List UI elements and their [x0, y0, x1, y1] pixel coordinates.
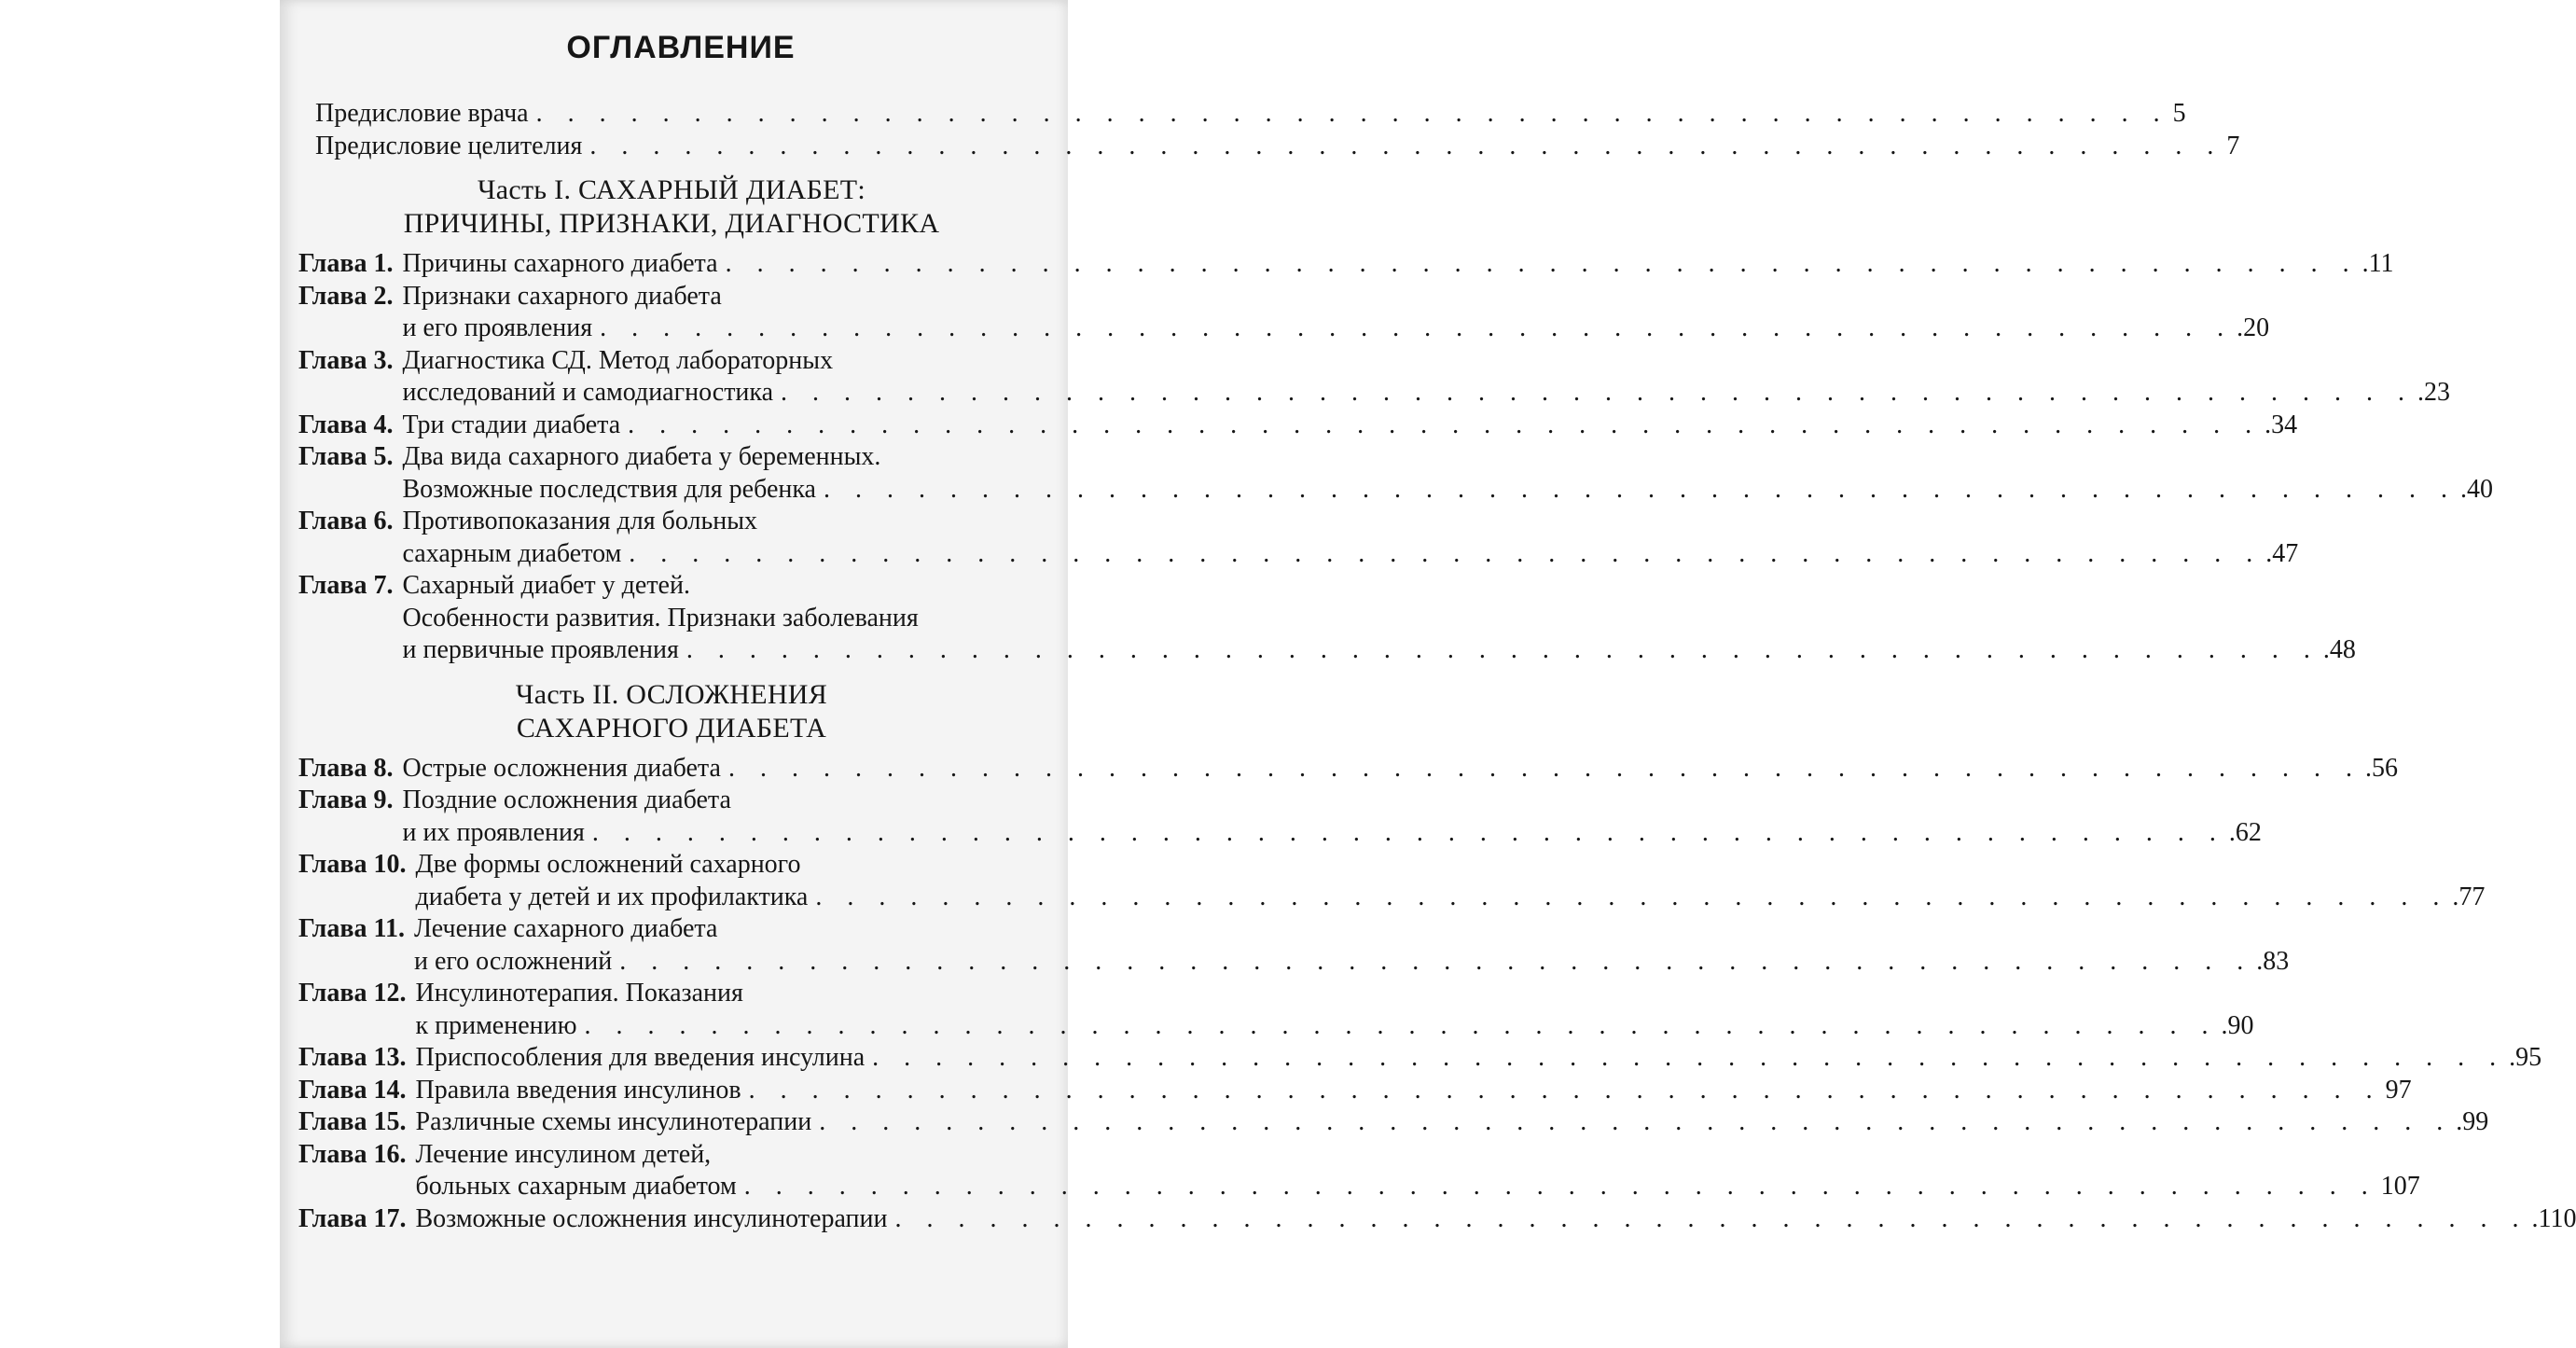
- page-number: 97: [2385, 1075, 2412, 1105]
- entry-line: [315, 98, 2186, 131]
- chapter-label: Глава 13.: [298, 1043, 407, 1072]
- dot-leader: . . . . . . . . . . . . . . . . . . . . . . . . . . . . . . . . . . . . . . . . . . . . . . . . . . . .: [748, 1075, 2382, 1105]
- entry-body: [414, 913, 2289, 978]
- dot-leader: . . . . . . . . . . . . . . . . . . . . . . . . . . . . . . . . . . . . . . . . . . . . . . . . . . . .: [629, 538, 2263, 568]
- entry-title: Приспособления для введения инсулина: [415, 1043, 866, 1072]
- entry-title: и его осложнений: [413, 946, 613, 976]
- entry-line: [414, 946, 2289, 979]
- entry-line: [403, 785, 2262, 817]
- chapter-label: Глава 9.: [298, 785, 394, 814]
- entry-title: Возможные осложнения инсулинотерапии: [415, 1203, 888, 1233]
- entry-line: [403, 313, 2270, 345]
- dot-leader: . . . . . . . . . . . . . . . . . . . . . . . . . . . . . . . . . . . . . . . . . . . . . . . . . . . .: [686, 635, 2320, 664]
- entry-body: [298, 98, 2186, 131]
- page-number: .40: [2460, 474, 2493, 504]
- toc-entry: [298, 913, 2290, 978]
- page-number: .90: [2221, 1010, 2254, 1040]
- toc-entry: [298, 1106, 2489, 1139]
- chapter-label: Глава 4.: [298, 410, 394, 439]
- dot-leader: . . . . . . . . . . . . . . . . . . . . . . . . . . . . . . . . . . . . . . . . . . . . . . . . . . . .: [584, 1010, 2218, 1040]
- entry-line: [403, 441, 2494, 474]
- toc-entry: [298, 1042, 2542, 1075]
- entry-line: [416, 1171, 2420, 1203]
- entry-title: Предисловие врача: [315, 99, 529, 128]
- toc-entry: [298, 753, 2398, 785]
- entry-line: [403, 603, 2356, 635]
- entry-body: [403, 441, 2494, 506]
- chapter-label: Глава 8.: [298, 753, 394, 783]
- entry-line: [403, 248, 2394, 281]
- dot-leader: . . . . . . . . . . . . . . . . . . . . . . . . . . . . . . . . . . . . . . . . . . . . . . . . . . . .: [743, 1172, 2377, 1201]
- entry-body: [403, 410, 2298, 442]
- toc-entry: [298, 98, 2186, 131]
- entry-body: [298, 131, 2239, 163]
- entry-line: [403, 506, 2299, 538]
- chapter-label: Глава 6.: [298, 507, 394, 535]
- entry-title: к применению: [415, 1010, 577, 1040]
- dot-leader: . . . . . . . . . . . . . . . . . . . . . . . . . . . . . . . . . . . . . . . . . . . . . . . . . . . .: [815, 882, 2449, 911]
- entry-title: Лечение инсулином детей,: [415, 1139, 712, 1169]
- entry-title: сахарным диабетом: [402, 538, 622, 568]
- entry-title: Инсулинотерапия. Показания: [415, 979, 743, 1008]
- entry-body: [403, 570, 2356, 667]
- entry-body: [416, 1042, 2542, 1075]
- entry-title: Предисловие целителия: [315, 131, 583, 160]
- entry-line: [416, 882, 2486, 914]
- entry-line: [414, 913, 2289, 946]
- toc-entry: [298, 785, 2262, 849]
- table-of-contents: [298, 21, 2576, 1235]
- entry-line: [403, 817, 2262, 850]
- dot-leader: . . . . . . . . . . . . . . . . . . . . . . . . . . . . . . . . . . . . . . . . . . . . . . . . . . . .: [600, 313, 2234, 342]
- entry-title: Три стадии диабета: [402, 410, 621, 439]
- entry-body: [403, 506, 2299, 570]
- dot-leader: . . . . . . . . . . . . . . . . . . . . . . . . . . . . . . . . . . . . . . . . . . . . . . . . . . . .: [727, 753, 2361, 783]
- entry-line: [416, 978, 2254, 1010]
- dot-leader: . . . . . . . . . . . . . . . . . . . . . . . . . . . . . . . . . . . . . . . . . . . . . . . . . . . .: [535, 99, 2169, 128]
- chapter-label: Глава 14.: [298, 1075, 407, 1105]
- entry-title: Диагностика СД. Метод лабораторных: [402, 345, 834, 375]
- toc-entry: [298, 506, 2299, 570]
- page-number: .77: [2452, 882, 2486, 911]
- dot-leader: . . . . . . . . . . . . . . . . . . . . . . . . . . . . . . . . . . . . . . . . . . . . . . . . . . . .: [781, 378, 2415, 407]
- toc-entry: [298, 131, 2240, 163]
- toc-entry: [298, 570, 2356, 667]
- entry-title: Причины сахарного диабета: [402, 249, 718, 278]
- toc-entry: [298, 345, 2451, 410]
- page-title: ОГЛАВЛЕНИЕ: [566, 30, 796, 65]
- entry-body: [403, 281, 2270, 345]
- toc-entry: [298, 1139, 2420, 1203]
- chapter-label: Глава 17.: [298, 1203, 407, 1233]
- entry-body: [403, 248, 2394, 281]
- entry-title: и их проявления: [402, 817, 585, 847]
- page-number: .56: [2364, 753, 2398, 783]
- entry-line: [416, 849, 2486, 882]
- entry-line: [403, 474, 2494, 507]
- entry-line: [403, 538, 2299, 571]
- toc-entry: [298, 410, 2298, 442]
- part-heading: [298, 174, 1045, 241]
- dot-leader: . . . . . . . . . . . . . . . . . . . . . . . . . . . . . . . . . . . . . . . . . . . . . . . . . . . .: [628, 410, 2262, 439]
- entry-body: [403, 785, 2262, 849]
- entry-body: [403, 345, 2451, 410]
- page-number: .11: [2361, 249, 2394, 278]
- entry-title: и первичные проявления: [402, 635, 679, 664]
- entry-title: Признаки сахарного диабета: [402, 281, 722, 311]
- entry-line: [403, 377, 2451, 410]
- chapter-label: Глава 2.: [298, 281, 394, 311]
- dot-leader: . . . . . . . . . . . . . . . . . . . . . . . . . . . . . . . . . . . . . . . . . . . . . . . . . . . .: [725, 249, 2359, 278]
- entry-body: [403, 753, 2398, 785]
- page-number: 7: [2226, 131, 2240, 160]
- page-number: .48: [2322, 635, 2356, 664]
- toc-entry: [298, 849, 2486, 913]
- entry-line: [416, 1139, 2420, 1172]
- chapter-label: Глава 12.: [298, 979, 407, 1008]
- entry-title: Сахарный диабет у детей.: [402, 571, 690, 600]
- toc-entry: [298, 978, 2254, 1042]
- page-number: .95: [2509, 1043, 2542, 1072]
- entry-line: [315, 131, 2239, 163]
- part-heading: [298, 678, 1045, 745]
- dot-leader: . . . . . . . . . . . . . . . . . . . . . . . . . . . . . . . . . . . . . . . . . . . . . . . . . . . .: [589, 131, 2223, 160]
- chapter-label: Глава 1.: [298, 249, 394, 278]
- entry-line: [403, 345, 2451, 378]
- entry-line: [416, 1042, 2542, 1075]
- entry-title: Правила введения инсулинов: [415, 1075, 741, 1105]
- chapter-label: Глава 11.: [298, 914, 405, 943]
- part-heading-line: ПРИЧИНЫ, ПРИЗНАКИ, ДИАГНОСТИКА: [403, 208, 940, 239]
- page-number: .47: [2265, 538, 2299, 568]
- entry-body: [416, 1106, 2489, 1139]
- entry-body: [416, 849, 2486, 913]
- entry-body: [416, 1139, 2420, 1203]
- chapter-label: Глава 16.: [298, 1139, 407, 1169]
- page-number: 107: [2380, 1172, 2420, 1201]
- entry-body: [416, 1075, 2412, 1107]
- entry-title: Острые осложнения диабета: [402, 753, 721, 783]
- page-number: .23: [2417, 378, 2451, 407]
- entry-title: Две формы осложнений сахарного: [415, 850, 801, 879]
- part-heading-line: САХАРНОГО ДИАБЕТА: [516, 712, 827, 743]
- dot-leader: . . . . . . . . . . . . . . . . . . . . . . . . . . . . . . . . . . . . . . . . . . . . . . . . . . . .: [619, 946, 2253, 976]
- entry-line: [416, 1203, 2576, 1236]
- part-heading-line: Часть II. ОСЛОЖНЕНИЯ: [515, 678, 828, 710]
- entry-title: Поздние осложнения диабета: [402, 785, 731, 814]
- entry-title: Особенности развития. Признаки заболевания: [402, 603, 919, 632]
- entry-title: исследований и самодиагностика: [402, 378, 774, 407]
- entry-title: диабета у детей и их профилактика: [415, 882, 809, 911]
- entry-title: больных сахарным диабетом: [415, 1172, 737, 1201]
- dot-leader: . . . . . . . . . . . . . . . . . . . . . . . . . . . . . . . . . . . . . . . . . . . . . . . . . . . .: [894, 1203, 2528, 1233]
- part-heading-line: Часть I. САХАРНЫЙ ДИАБЕТ:: [477, 174, 866, 205]
- page-number: .34: [2264, 410, 2298, 439]
- entry-line: [416, 1010, 2254, 1043]
- entry-body: [416, 1203, 2576, 1236]
- entry-line: [416, 1106, 2489, 1139]
- chapter-label: Глава 15.: [298, 1107, 407, 1136]
- dot-leader: . . . . . . . . . . . . . . . . . . . . . . . . . . . . . . . . . . . . . . . . . . . . . . . . . . . .: [591, 817, 2225, 847]
- entry-body: [416, 978, 2254, 1042]
- page-number: .110: [2531, 1203, 2576, 1233]
- page-number: .83: [2256, 946, 2290, 976]
- page-number: .99: [2456, 1107, 2489, 1136]
- dot-leader: . . . . . . . . . . . . . . . . . . . . . . . . . . . . . . . . . . . . . . . . . . . . . . . . . . . .: [819, 1107, 2453, 1136]
- dot-leader: . . . . . . . . . . . . . . . . . . . . . . . . . . . . . . . . . . . . . . . . . . . . . . . . . . . .: [872, 1043, 2506, 1072]
- entry-title: Различные схемы инсулинотерапии: [415, 1107, 812, 1136]
- toc-entry: [298, 1203, 2576, 1236]
- entry-title: Два вида сахарного диабета у беременных.: [402, 442, 881, 471]
- entry-line: [403, 570, 2356, 603]
- toc-entry: [298, 281, 2270, 345]
- entry-title: Возможные последствия для ребенка: [402, 474, 816, 504]
- entry-line: [403, 410, 2298, 442]
- toc-entry: [298, 1075, 2412, 1107]
- chapter-label: Глава 5.: [298, 442, 394, 471]
- chapter-label: Глава 10.: [298, 850, 407, 879]
- chapter-label: Глава 3.: [298, 345, 394, 375]
- entry-line: [416, 1075, 2412, 1107]
- intro-list: [298, 98, 2240, 162]
- parts-list: [298, 174, 2576, 1235]
- dot-leader: . . . . . . . . . . . . . . . . . . . . . . . . . . . . . . . . . . . . . . . . . . . . . . . . . . . .: [824, 474, 2457, 504]
- entry-title: Лечение сахарного диабета: [413, 914, 718, 943]
- toc-entry: [298, 441, 2493, 506]
- page-number: .62: [2228, 817, 2262, 847]
- entry-line: [403, 281, 2270, 313]
- page-number: 5: [2172, 99, 2186, 128]
- entry-title: и его проявления: [402, 313, 593, 342]
- page-number: .20: [2237, 313, 2270, 342]
- toc-entry: [298, 248, 2394, 281]
- entry-title: Противопоказания для больных: [402, 507, 758, 535]
- entry-line: [403, 753, 2398, 785]
- chapter-label: Глава 7.: [298, 571, 394, 600]
- entry-line: [403, 634, 2356, 667]
